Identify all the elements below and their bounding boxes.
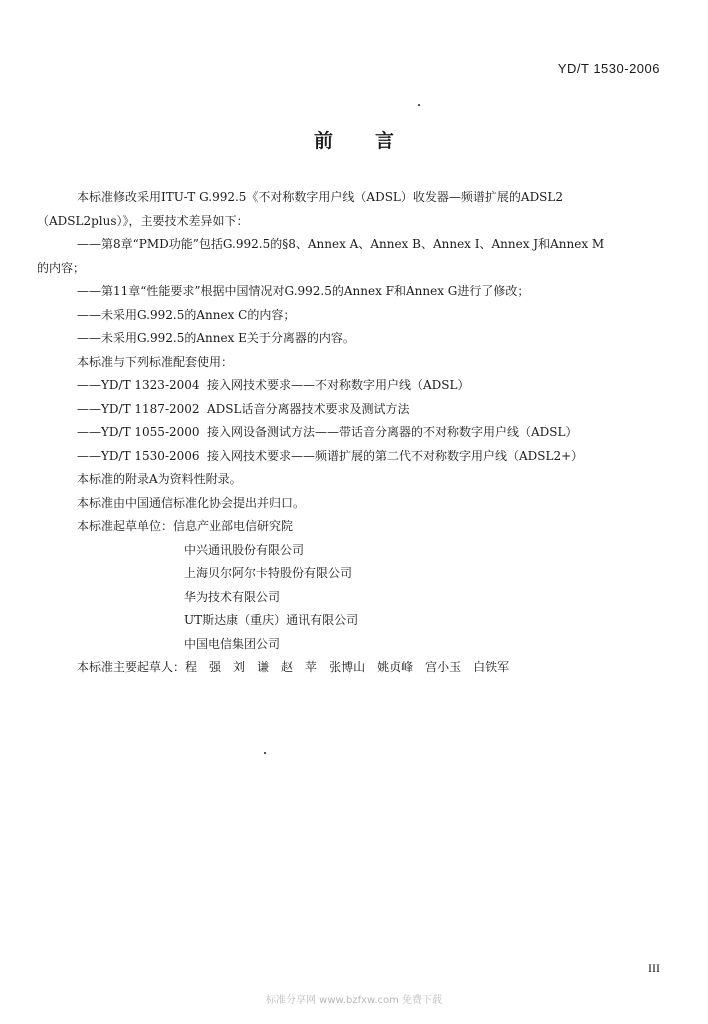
drafting-unit: 上海贝尔阿尔卡特股份有限公司 xyxy=(184,566,353,580)
drafting-unit: 中兴通讯股份有限公司 xyxy=(184,542,305,557)
matching-standard-title: 接入网技术要求——不对称数字用户线（ADSL） xyxy=(207,378,470,392)
drafter-name: 张博山 xyxy=(329,660,366,674)
matching-standards-intro: 本标准与下列标准配套使用： xyxy=(77,354,234,369)
drafting-unit: 中国电信集团公司 xyxy=(184,636,281,651)
scan-speck xyxy=(418,104,420,106)
matching-standard-code: ——YD/T 1187-2002 xyxy=(77,401,200,416)
matching-standard-code: ——YD/T 1323-2004 xyxy=(77,378,200,392)
matching-standard-item xyxy=(37,374,663,398)
drafter-name: 宫小玉 xyxy=(425,660,462,674)
matching-standard-item xyxy=(37,421,663,445)
difference-item-1-line2: 的内容； xyxy=(37,260,86,275)
intro-paragraph-line2: （ADSL2plus）》，主要技术差异如下： xyxy=(37,213,249,228)
page-title: 前言 xyxy=(313,130,436,152)
drafting-units-label: 本标准起草单位： xyxy=(77,519,174,533)
drafting-unit: UT斯达康（重庆）通讯有限公司 xyxy=(184,613,359,627)
matching-standard-item xyxy=(37,445,663,469)
drafter-name: 刘 谦 xyxy=(233,660,270,674)
matching-standard-title: 接入网设备测试方法——带话音分离器的不对称数字用户线（ADSL） xyxy=(207,425,578,439)
drafting-unit: 华为技术有限公司 xyxy=(184,589,281,604)
drafter-name: 赵 苹 xyxy=(281,660,318,674)
matching-standard-title: 接入网技术要求——频谱扩展的第二代不对称数字用户线（ADSL2+） xyxy=(207,448,584,463)
drafting-unit-first xyxy=(37,515,663,539)
intro-paragraph-line1: 本标准修改采用ITU-T G.992.5《不对称数字用户线（ADSL）收发器—频谱扩展的ADSL2 xyxy=(77,190,564,204)
drafters-line xyxy=(37,656,663,680)
standard-code: YD/T 1530-2006 xyxy=(557,61,660,76)
scan-speck xyxy=(264,752,266,754)
drafters-label: 本标准主要起草人： xyxy=(77,660,186,674)
difference-item-1-line1: ——第8章“PMD功能”包括G.992.5的§8、Annex A、Annex B、Annex I、Annex J和Annex M xyxy=(77,237,605,251)
proposer-statement: 本标准由中国通信标准化协会提出并归口。 xyxy=(77,495,306,510)
difference-item-3: ——未采用G.992.5的Annex C的内容； xyxy=(77,307,296,322)
matching-standard-title: ADSL话音分离器技术要求及测试方法 xyxy=(207,401,410,416)
matching-standard-code: ——YD/T 1055-2000 xyxy=(77,425,200,439)
drafter-name: 白铁军 xyxy=(473,660,510,674)
appendix-statement: 本标准的附录A为资料性附录。 xyxy=(77,472,242,486)
matching-standard-item xyxy=(37,398,663,422)
drafting-unit: 信息产业部电信研究院 xyxy=(173,519,294,533)
difference-item-2: ——第11章“性能要求”根据中国情况对G.992.5的Annex F和Annex G进行了修改； xyxy=(77,284,530,298)
drafter-name: 程 强 xyxy=(185,660,222,674)
page-number: III xyxy=(648,961,660,975)
difference-item-4: ——未采用G.992.5的Annex E关于分离器的内容。 xyxy=(77,331,355,345)
document-body xyxy=(37,186,663,680)
drafter-name: 姚贞峰 xyxy=(377,660,414,674)
matching-standard-code: ——YD/T 1530-2006 xyxy=(77,448,200,463)
watermark-text: 标准分享网 www.bzfxw.com 免费下载 xyxy=(266,995,442,1006)
